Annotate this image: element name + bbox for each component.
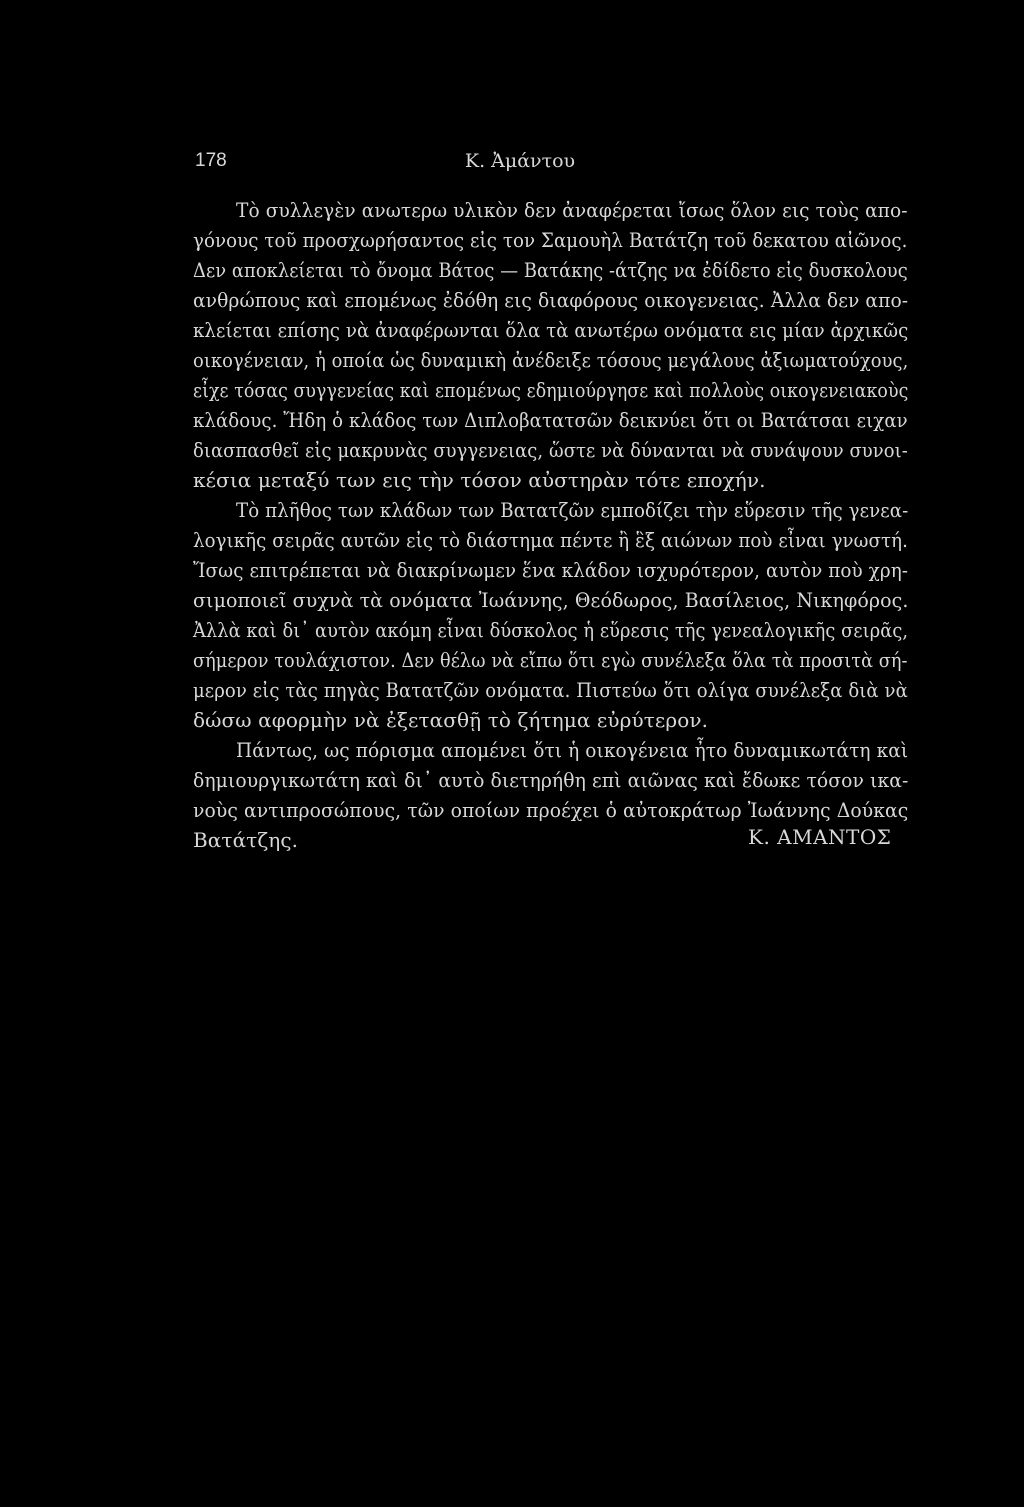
text-line: σήμερον τουλάχιστον. Δεν θέλω νὰ εἴπω ὅτι εγὼ συνέλεξα ὅλα τὰ προσιτὰ σή- bbox=[193, 648, 908, 672]
text-line: νοὺς αντιπροσώπους, τῶν οποίων προέχει ὁ αὐτοκράτωρ Ἰωάννης Δούκας bbox=[193, 798, 909, 822]
text-line: Ἴσως επιτρέπεται νὰ διακρίνωμεν ἕνα κλάδον ισχυρότερον, αυτὸν ποὺ χρη- bbox=[193, 558, 909, 582]
page-header bbox=[195, 150, 895, 178]
text-line: εἶχε τόσας συγγενείας καὶ επομένως εδημιούργησε καὶ πολλοὺς οικογενειακοὺς bbox=[193, 378, 909, 402]
text-line: δημιουργικωτάτη καὶ δι᾽ αυτὸ διετηρήθη επὶ αιῶνας καὶ ἔδωκε τόσον ικα- bbox=[193, 768, 909, 792]
text-line: σιμοποιεῖ συχνὰ τὰ ονόματα Ἰωάννης, Θεόδωρος, Βασίλειος, Νικηφόρος. bbox=[193, 588, 909, 612]
text-line: κέσια μεταξύ των εις τὴν τόσον αὐστηρὰν τότε εποχήν. bbox=[193, 468, 766, 492]
running-head: Κ. Ἀμάντου bbox=[464, 150, 576, 172]
text-line: γόνους τοῦ προσχωρήσαντος εἰς τον Σαμουὴλ Βατάτζη τοῦ δεκατου αἰῶνος. bbox=[193, 228, 908, 252]
author-signature: Κ. ΑΜΑΝΤΟΣ bbox=[748, 825, 892, 849]
text-line: διασπασθεῖ εἰς μακρυνὰς συγγενειας, ὥστε νὰ δύνανται νὰ συνάψουν συνοι- bbox=[193, 438, 908, 462]
text-line: δώσω αφορμὴν νὰ ἐξετασθῇ τὸ ζήτημα εὐρύτερον. bbox=[193, 708, 709, 732]
text-line: Πάντως, ως πόρισμα απομένει ὅτι ἡ οικογένεια ἦτο δυναμικωτάτη καὶ bbox=[236, 738, 909, 762]
text-line: Δεν αποκλείεται τὸ ὄνομα Βάτος — Βατάκης -άτζης να ἐδίδετο εἰς δυσκολους bbox=[193, 258, 908, 282]
text-line: κλάδους. Ἤδη ὁ κλάδος των Διπλοβατατσῶν δεικνύει ὅτι οι Βατάτσαι ειχαν bbox=[193, 408, 908, 432]
text-line: Τὸ πλῆθος των κλάδων των Βατατζῶν εμποδίζει τὴν εὕρεσιν τῆς γενεα- bbox=[236, 498, 909, 522]
text-line: Ἀλλὰ καὶ δι᾽ αυτὸν ακόμη εἶναι δύσκολος ἡ εὕρεσις τῆς γενεαλογικῆς σειρᾶς, bbox=[193, 618, 909, 642]
text-line: κλείεται επίσης νὰ ἀναφέρωνται ὅλα τὰ ανωτέρω ονόματα εις μίαν ἀρχικῶς bbox=[193, 318, 909, 342]
text-line: μερον εἰς τὰς πηγὰς Βατατζῶν ονόματα. Πιστεύω ὅτι ολίγα συνέλεξα διὰ νὰ bbox=[193, 678, 908, 702]
page-number: 178 bbox=[195, 150, 227, 171]
text-line: Τὸ συλλεγὲν ανωτερω υλικὸν δεν ἀναφέρεται ἴσως ὅλον εις τοὺς απο- bbox=[236, 198, 908, 222]
text-line: οικογένειαν, ἡ οποία ὡς δυναμικὴ ἀνέδειξε τόσους μεγάλους ἀξιωματούχους, bbox=[193, 348, 909, 372]
text-line: λογικῆς σειρᾶς αυτῶν εἰς τὸ διάστημα πέντε ἢ ἓξ αιώνων ποὺ εἶναι γνωστή. bbox=[193, 528, 908, 552]
text-line: Βατάτζης. bbox=[193, 828, 299, 852]
text-line: ανθρώπους καὶ επομένως ἐδόθη εις διαφόρους οικογενειας. Ἀλλα δεν απο- bbox=[193, 288, 909, 312]
